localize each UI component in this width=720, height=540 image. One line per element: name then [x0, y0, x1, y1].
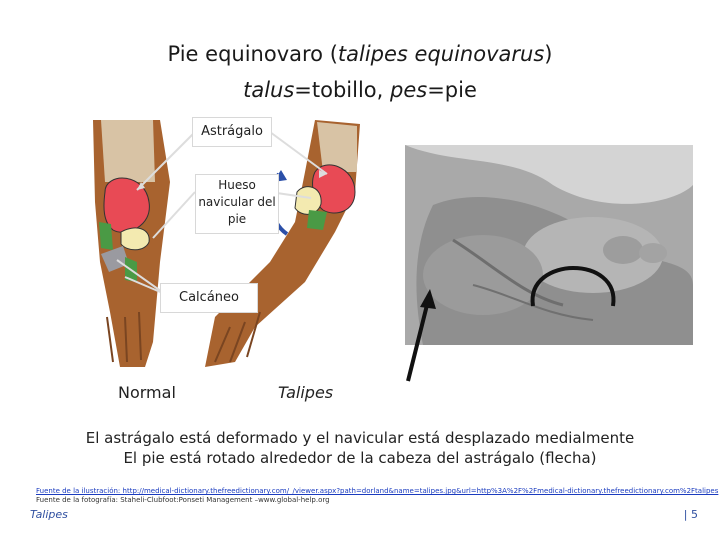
caption-line-1: El astrágalo está deformado y el navicular está desplazado medialmente [85, 429, 635, 447]
slide-title [0, 36, 720, 108]
label-calcaneo: Calcáneo [160, 283, 258, 313]
title-line-1: Pie equinovaro (talipes equinovarus) [167, 42, 553, 66]
rotation-arc [525, 262, 620, 310]
foot-bones-svg [65, 112, 385, 380]
photo-source: Fuente de la fotografía: Staheli-Clubfoot:Ponseti Management –www.global-help.org [36, 496, 330, 504]
label-astragalo: Astrágalo [192, 117, 272, 147]
title-line-2: talus=tobillo, pes=pie [243, 78, 477, 102]
slide-caption [0, 428, 720, 468]
label-navicular: Hueso navicular del pie [195, 174, 279, 234]
talipes-foot [205, 120, 360, 367]
caption-line-2: El pie está rotado alrededor de la cabeza del astrágalo (flecha) [123, 449, 597, 467]
footer-topic: Talipes [30, 508, 68, 521]
caption-talipes: Talipes [278, 383, 334, 402]
illustration-source-link[interactable]: Fuente de la ilustración: http://medical-dictionary.thefreedictionary.com/_/viewer.aspx?path=dorland&name=talipes.jpg&url=http%3A%2F%2Fmedical-dictionary.thefreedictionary.com%2Ftalipes [36, 487, 719, 495]
normal-foot [93, 120, 170, 367]
talus-head-arrow [400, 285, 440, 385]
foot-bones-illustration [65, 112, 385, 380]
page-number: | 5 [683, 508, 698, 521]
caption-normal: Normal [118, 383, 176, 402]
